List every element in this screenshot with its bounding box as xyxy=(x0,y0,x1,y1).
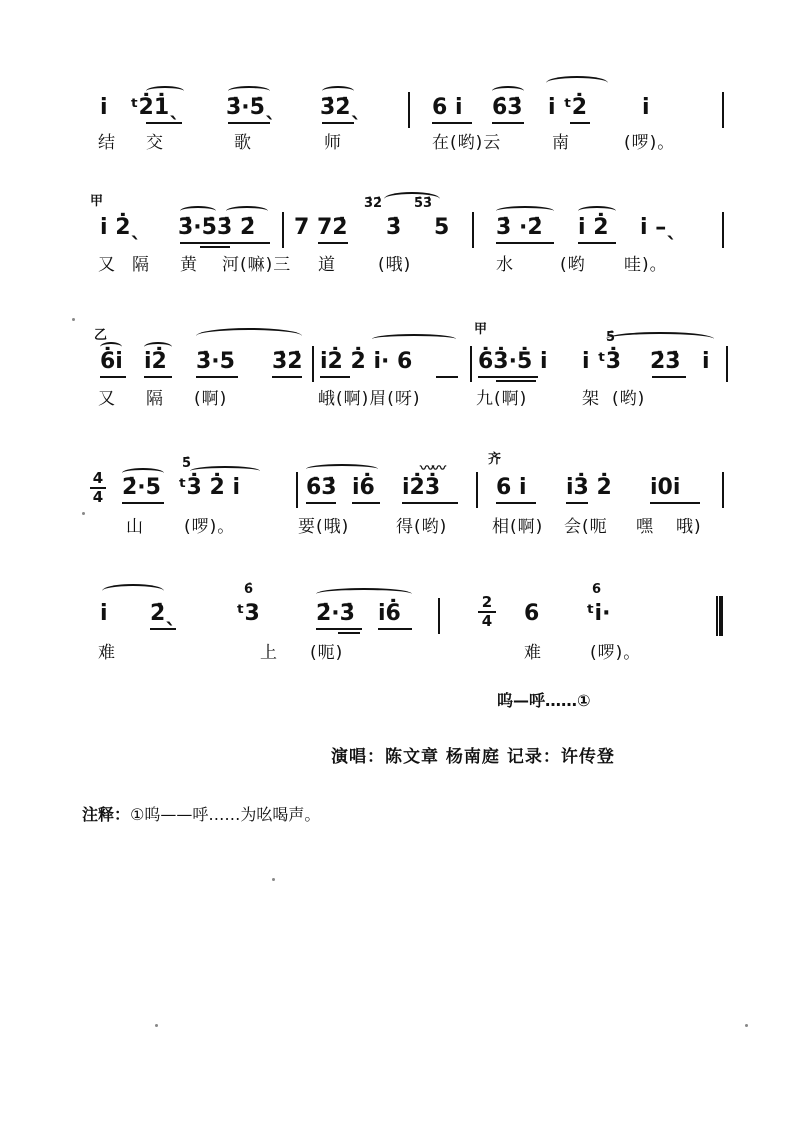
note: i xyxy=(642,95,650,120)
lyric: 隔 xyxy=(146,389,164,409)
time-signature xyxy=(90,470,106,506)
lyric: (哟 xyxy=(560,255,586,275)
note: 5 xyxy=(434,215,450,240)
underline xyxy=(496,380,536,382)
lyric: 师 xyxy=(324,133,342,153)
lyric: (哦) xyxy=(378,255,412,275)
lyric: 哇)。 xyxy=(624,255,668,275)
barline xyxy=(312,346,314,382)
scan-speck xyxy=(82,512,85,515)
underline xyxy=(272,376,302,378)
lyric: 要(哦) xyxy=(298,517,350,537)
grace-note: 5̇ xyxy=(606,330,616,345)
note: i –ˎ xyxy=(640,215,678,240)
lyric: (啰)。 xyxy=(590,643,642,663)
part-mark: 甲 xyxy=(474,322,488,337)
grace-note: 3̇2̇ xyxy=(364,196,383,211)
slur xyxy=(384,192,440,206)
underline xyxy=(352,502,380,504)
slur xyxy=(144,342,172,352)
lyric: 难 xyxy=(524,643,542,663)
underline xyxy=(650,502,700,504)
lyric: 隔 xyxy=(132,255,150,275)
lyric: 又 xyxy=(98,255,116,275)
slur xyxy=(606,332,714,346)
call-annotation: 呜—呼……① xyxy=(497,691,591,710)
underline xyxy=(578,242,616,244)
barline xyxy=(722,472,724,508)
slur xyxy=(496,206,554,216)
slur xyxy=(196,328,302,344)
underline xyxy=(478,376,538,378)
underline xyxy=(496,502,536,504)
slur xyxy=(492,86,524,96)
note: 3̇ ·2̇ xyxy=(496,215,543,240)
lyric: 黄 xyxy=(180,255,198,275)
note: i 2̇ xyxy=(578,215,609,240)
slur xyxy=(372,334,456,344)
note: i 2̇ˎ xyxy=(100,215,142,240)
note: ᵗi· xyxy=(586,601,611,626)
scan-speck xyxy=(745,1024,748,1027)
note: 3̇·5̇3̇ 2̇ xyxy=(178,215,256,240)
footnote-text: ①呜——呼……为吆喝声。 xyxy=(130,805,321,824)
note: 6 i xyxy=(496,475,527,500)
lyric: 结 xyxy=(98,133,116,153)
note: 3̇2̇ xyxy=(272,349,303,374)
note: 2̇·5 xyxy=(122,475,161,500)
lyric: (啊) xyxy=(194,389,228,409)
part-mark: 齐 xyxy=(488,452,502,467)
underline xyxy=(146,122,182,124)
slur xyxy=(102,584,164,598)
barline xyxy=(408,92,410,128)
note: i0i xyxy=(650,475,681,500)
note: ᵗ3 xyxy=(236,601,260,626)
barline xyxy=(722,92,724,128)
grace-note: 5̇3̇ xyxy=(414,196,433,211)
trill-mark: 〰〰 xyxy=(420,461,444,477)
underline xyxy=(436,376,458,378)
lyric: 水 xyxy=(496,255,514,275)
note: 2̇·3̇ xyxy=(316,601,355,626)
lyric: 哦) xyxy=(676,517,702,537)
note: i3̇ 2̇ xyxy=(566,475,612,500)
footnote-label: 注释： xyxy=(82,805,131,824)
note: 6̇3̇ xyxy=(492,95,523,120)
note: i6̇ xyxy=(352,475,375,500)
note: i2̇ xyxy=(144,349,167,374)
lyric: (哟) xyxy=(612,389,646,409)
note: i6̇ xyxy=(378,601,401,626)
note: 2̇3̇ xyxy=(650,349,681,374)
note: ᵗ2̇1̇ˎ xyxy=(130,95,181,120)
slur xyxy=(122,468,164,478)
underline xyxy=(200,246,230,248)
underline xyxy=(570,122,590,124)
slur xyxy=(228,86,270,96)
lyric: (呃) xyxy=(310,643,344,663)
barline xyxy=(726,346,728,382)
time-signature-bottom: 4 xyxy=(481,612,493,630)
lyric: 山 xyxy=(126,517,144,537)
barline xyxy=(296,472,298,508)
part-mark: 乙 xyxy=(94,328,108,343)
barline xyxy=(722,212,724,248)
time-signature-top: 2 xyxy=(478,594,496,613)
lyric: (啰)。 xyxy=(624,133,676,153)
time-signature-bottom: 4 xyxy=(92,488,104,506)
note: i2̇3̇ xyxy=(402,475,441,500)
lyric: 九(啊) xyxy=(476,389,528,409)
slur xyxy=(180,206,216,216)
lyric: 河(嘛)三 xyxy=(222,255,292,275)
scan-speck xyxy=(155,1024,158,1027)
underline xyxy=(652,376,686,378)
lyric: 在(哟)云 xyxy=(432,133,502,153)
barline xyxy=(282,212,284,248)
time-signature xyxy=(478,594,496,630)
slur xyxy=(146,86,184,96)
lyric: 相(啊) xyxy=(492,517,544,537)
note: i ᵗ2̇ xyxy=(548,95,588,120)
note: 3̇·5̇ˎ xyxy=(226,95,276,120)
note: 6̇3̇·5̇ i xyxy=(478,349,548,374)
grace-note: 6̇ xyxy=(244,582,254,597)
note: 3̇·5 xyxy=(196,349,235,374)
footnote xyxy=(82,802,320,825)
slur xyxy=(306,464,378,474)
note: 6̇3̇ xyxy=(306,475,337,500)
slur xyxy=(546,76,608,90)
barline xyxy=(470,346,472,382)
time-signature-top: 4 xyxy=(90,470,106,489)
underline xyxy=(180,242,270,244)
slur xyxy=(322,86,354,96)
lyric: 嘿 xyxy=(636,517,654,537)
slur xyxy=(578,206,616,216)
lyric: 交 xyxy=(146,133,164,153)
underline xyxy=(402,502,458,504)
underline xyxy=(150,628,176,630)
grace-note: 6 xyxy=(592,582,602,597)
part-mark: 甲 xyxy=(90,194,104,209)
barline xyxy=(472,212,474,248)
lyric: 得(哟) xyxy=(396,517,448,537)
slur xyxy=(190,466,260,476)
lyric: 南 xyxy=(552,133,570,153)
underline xyxy=(306,502,336,504)
underline xyxy=(320,376,350,378)
note: i2̇ 2̇ i· 6 xyxy=(320,349,413,374)
underline xyxy=(496,242,554,244)
note: i xyxy=(702,349,710,374)
underline xyxy=(432,122,472,124)
slur xyxy=(316,588,412,600)
note: 3̇ xyxy=(386,215,402,240)
barline xyxy=(438,598,440,634)
scan-speck xyxy=(272,878,275,881)
note: ᵗ3̇ 2̇ i xyxy=(178,475,241,500)
slur xyxy=(226,206,268,216)
lyric: 峨(啊)眉(呀) xyxy=(318,389,421,409)
lyric: 架 xyxy=(582,389,600,409)
underline xyxy=(566,502,588,504)
barline xyxy=(476,472,478,508)
grace-note: 5̇ xyxy=(182,456,192,471)
underline xyxy=(228,122,270,124)
underline xyxy=(144,376,172,378)
lyric: 道 xyxy=(318,255,336,275)
note: 6 i xyxy=(432,95,463,120)
underline xyxy=(492,122,524,124)
underline xyxy=(318,242,348,244)
underline xyxy=(322,122,354,124)
final-double-barline xyxy=(716,596,723,636)
note: 2̇ˎ xyxy=(150,601,177,626)
note: 3̇2̇ˎ xyxy=(320,95,362,120)
note: 6 xyxy=(524,601,540,626)
note: i ᵗ3̇ xyxy=(582,349,622,374)
underline xyxy=(196,376,238,378)
lyric: 又 xyxy=(98,389,116,409)
credits: 演唱：陈文章 杨南庭 记录：许传登 xyxy=(331,747,615,767)
underline xyxy=(338,632,360,634)
slur xyxy=(100,342,122,352)
underline xyxy=(122,502,164,504)
lyric: 歌 xyxy=(234,133,252,153)
scan-speck xyxy=(72,318,75,321)
underline xyxy=(316,628,362,630)
lyric: 会(呃 xyxy=(564,517,608,537)
note: i xyxy=(100,95,108,120)
note: 6̇i xyxy=(100,349,123,374)
lyric: (啰)。 xyxy=(184,517,236,537)
underline xyxy=(100,376,126,378)
lyric: 难 xyxy=(98,643,116,663)
lyric: 上 xyxy=(260,643,278,663)
note: 7 72̇ xyxy=(294,215,348,240)
note: i xyxy=(100,601,108,626)
underline xyxy=(378,628,412,630)
